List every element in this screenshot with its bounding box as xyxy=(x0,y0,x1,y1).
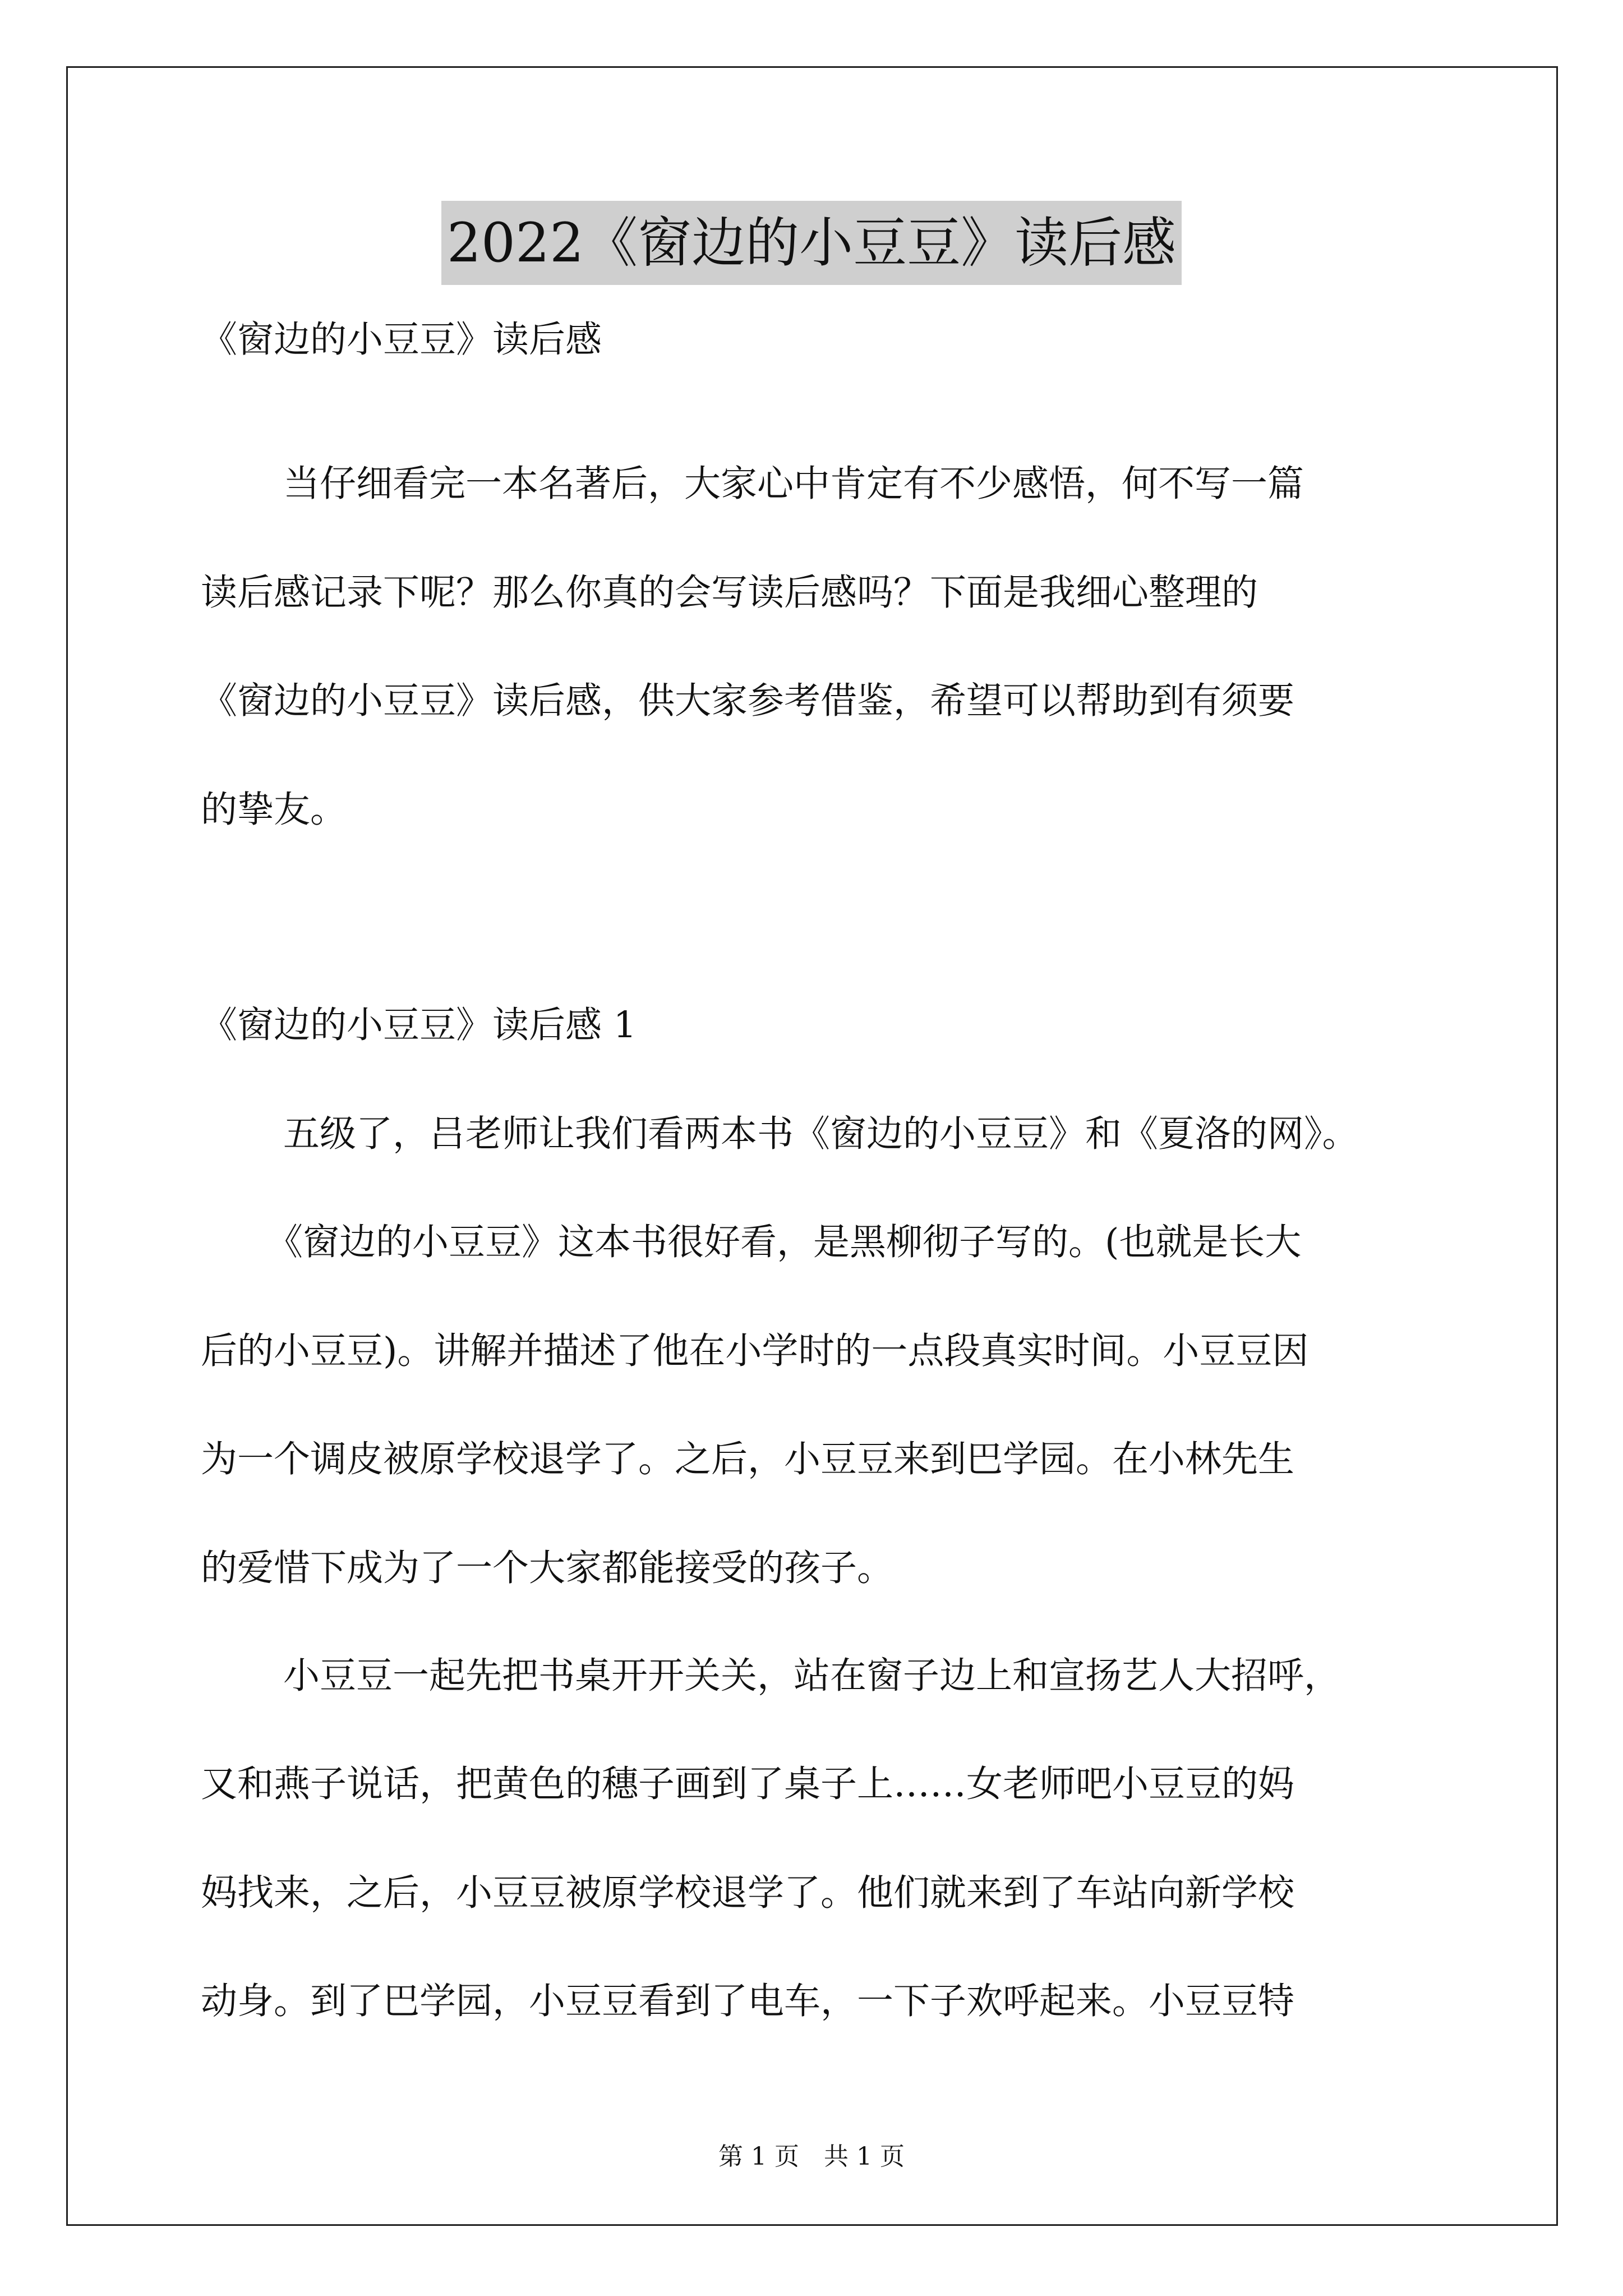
paragraph-line: 《窗边的小豆豆》读后感，供大家参考借鉴，希望可以帮助到有须要 xyxy=(201,680,1295,722)
paragraph-line: 为一个调皮被原学校退学了。之后，小豆豆来到巴学园。在小林先生 xyxy=(201,1438,1295,1480)
paragraph-line: 《窗边的小豆豆》这本书很好看，是黑柳彻子写的。(也就是长大 xyxy=(266,1221,1302,1263)
section-heading: 《窗边的小豆豆》读后感 xyxy=(201,319,602,361)
paragraph-line: 的爱惜下成为了一个大家都能接受的孩子。 xyxy=(201,1547,894,1589)
paragraph-line: 五级了，吕老师让我们看两本书《窗边的小豆豆》和《夏洛的网》。 xyxy=(283,1113,1359,1155)
section-heading: 《窗边的小豆豆》读后感 1 xyxy=(201,1004,637,1046)
document-title-wrapper xyxy=(0,201,1623,285)
document-title: 2022《窗边的小豆豆》读后感 xyxy=(441,201,1182,285)
paragraph-line: 的挚友。 xyxy=(201,789,347,831)
paragraph-line: 动身。到了巴学园，小豆豆看到了电车，一下子欢呼起来。小豆豆特 xyxy=(201,1980,1295,2022)
page-footer: 第 1 页 共 1 页 xyxy=(718,2142,905,2171)
paragraph-line: 读后感记录下呢？那么你真的会写读后感吗？下面是我细心整理的 xyxy=(201,572,1258,614)
paragraph-line: 当仔细看完一本名著后，大家心中肯定有不少感悟，何不写一篇 xyxy=(283,463,1304,505)
paragraph-line: 妈找来，之后，小豆豆被原学校退学了。他们就来到了车站向新学校 xyxy=(201,1872,1295,1914)
paragraph-line: 小豆豆一起先把书桌开开关关，站在窗子边上和宣扬艺人大招呼， xyxy=(283,1655,1341,1697)
paragraph-line: 后的小豆豆)。讲解并描述了他在小学时的一点段真实时间。小豆豆因 xyxy=(201,1330,1309,1372)
paragraph-line: 又和燕子说话，把黄色的穗子画到了桌子上……女老师吧小豆豆的妈 xyxy=(201,1763,1295,1805)
